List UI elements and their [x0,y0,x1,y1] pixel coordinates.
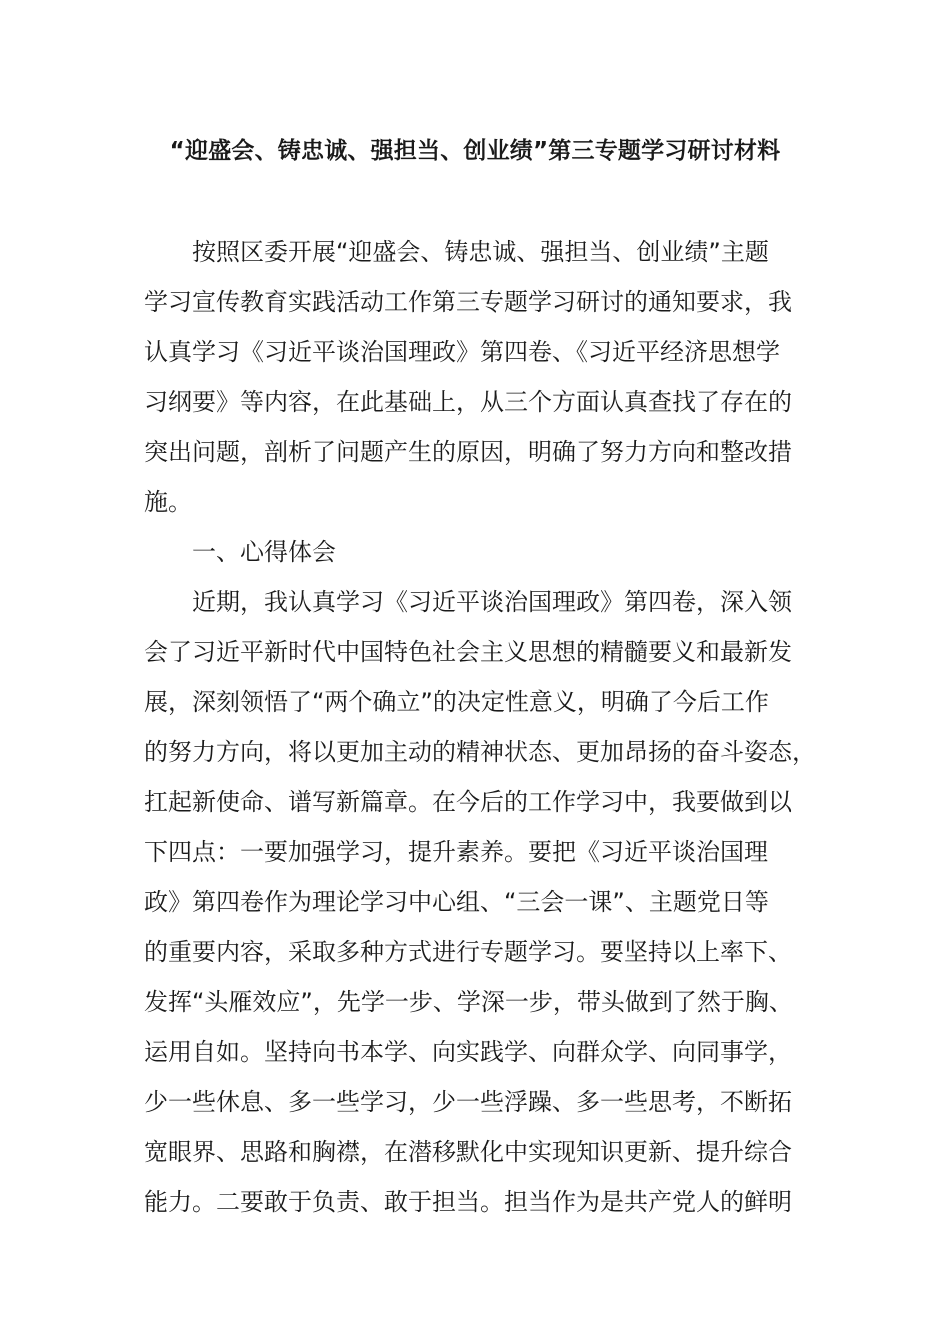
body-line: 认真学习《习近平谈治国理政》第四卷、《习近平经济思想学 [144,338,780,366]
body-line: 发挥“头雁效应”，先学一步、学深一步，带头做到了然于胸、 [144,988,793,1016]
body-line: 扛起新使命、谱写新篇章。在今后的工作学习中，我要做到以 [144,788,792,816]
body-line: 会了习近平新时代中国特色社会主义思想的精髓要义和最新发 [144,638,792,666]
body-line: 学习宣传教育实践活动工作第三专题学习研讨的通知要求，我 [144,288,792,316]
body-line: 能力。二要敢于负责、敢于担当。担当作为是共产党人的鲜明 [144,1188,792,1216]
body-line: 的努力方向，将以更加主动的精神状态、更加昂扬的奋斗姿态， [144,738,816,766]
section-heading: 一、心得体会 [192,538,336,566]
document-title: “迎盛会、铸忠诚、强担当、创业绩”第三专题学习研讨材料 [169,138,781,164]
body-line: 运用自如。坚持向书本学、向实践学、向群众学、向同事学， [144,1038,792,1066]
body-line: 宽眼界、思路和胸襟，在潜移默化中实现知识更新、提升综合 [144,1138,792,1166]
body-line: 政》第四卷作为理论学习中心组、“三会一课”、主题党日等 [144,888,769,916]
body-line: 少一些休息、多一些学习，少一些浮躁、多一些思考，不断拓 [144,1088,792,1116]
body-line: 展，深刻领悟了“两个确立”的决定性意义，明确了今后工作 [144,688,769,716]
body-line: 近期，我认真学习《习近平谈治国理政》第四卷，深入领 [192,588,792,616]
body-line: 下四点：一要加强学习，提升素养。要把《习近平谈治国理 [144,838,768,866]
body-line: 突出问题，剖析了问题产生的原因，明确了努力方向和整改措 [144,438,792,466]
body-line: 习纲要》等内容，在此基础上，从三个方面认真查找了存在的 [144,388,792,416]
body-line: 的重要内容，采取多种方式进行专题学习。要坚持以上率下、 [144,938,792,966]
body-line: 按照区委开展“迎盛会、铸忠诚、强担当、创业绩”主题 [192,238,769,266]
body-line: 施。 [144,488,192,516]
